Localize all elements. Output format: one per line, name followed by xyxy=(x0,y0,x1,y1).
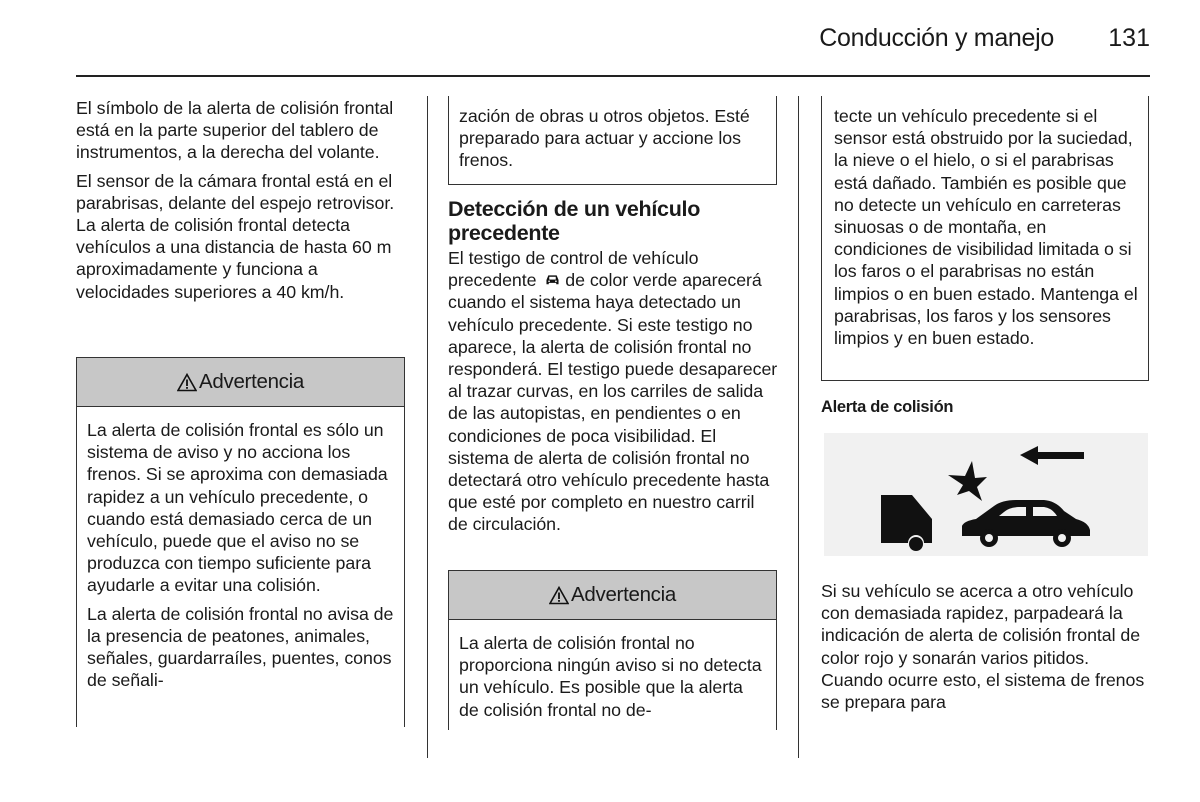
paragraph: La alerta de colisión frontal no proporciona ningún aviso si no detecta un vehículo. Es posible que la alerta de colisión frontal no de- xyxy=(459,633,762,720)
paragraph: La alerta de colisión frontal es sólo un sistema de aviso y no acciona los frenos. Si se aproxima con demasiada rapidez a un vehículo precedente, o cuando está demasiado cerca de un vehículo, puede que el aviso no se produzca con tiempo suficiente para ayudarle a evitar una colisión. xyxy=(87,420,388,596)
column-3-text xyxy=(821,580,1151,713)
warning-box-continued xyxy=(448,96,777,185)
column-3-subheading xyxy=(821,397,1151,417)
warning-triangle-icon xyxy=(177,373,197,392)
section-heading: Detección de un vehículo precedente xyxy=(448,197,701,245)
paragraph: La alerta de colisión frontal no avisa de la presencia de peatones, animales, señales, guardarraíles, puentes, conos de señali- xyxy=(87,603,394,691)
column-divider-2 xyxy=(798,96,799,758)
warning-body xyxy=(77,407,404,691)
paragraph: El testigo de control de vehículo precedente de color verde aparecerá cuando el sistema haya detectado un vehículo precedente. Si este testigo no aparece, la alerta de colisión frontal no responderá. El testigo puede desaparecer al trazar curvas, en los carriles de salida de las autopistas, en pendientes o en condiciones de poca visibilidad. El sistema de alerta de colisión frontal no detectará otro vehículo precedente hasta que esté por completo en nuestro carril de circulación. xyxy=(448,248,778,535)
column-2-text xyxy=(448,197,778,536)
warning-triangle-icon xyxy=(549,586,569,605)
warning-box-continued xyxy=(821,96,1149,381)
column-divider-1 xyxy=(427,96,428,758)
vehicle-ahead-icon xyxy=(545,274,560,287)
warning-box-1 xyxy=(76,357,405,727)
warning-body xyxy=(449,620,776,721)
paragraph: El sensor de la cámara frontal está en el parabrisas, delante del espejo retrovisor. La alerta de colisión frontal detecta vehículos a una distancia de hasta 60 m aproximadamente y funciona a velocidades superiores a 40 km/h. xyxy=(76,170,395,302)
warning-header xyxy=(77,358,404,407)
warning-title: Advertencia xyxy=(571,583,676,606)
paragraph: zación de obras u otros objetos. Esté preparado para actuar y accione los frenos. xyxy=(459,106,750,171)
paragraph: Si su vehículo se acerca a otro vehículo con demasiada rapidez, parpadeará la indicación de alerta de colisión frontal de color rojo y sonarán varios pitidos. Cuando ocurre esto, el sistema de frenos se prepara para xyxy=(821,581,1145,713)
paragraph: El símbolo de la alerta de colisión frontal está en la parte superior del tablero de instrumentos, a la derecha del volante. xyxy=(76,98,394,163)
warning-title: Advertencia xyxy=(199,370,304,393)
header-rule xyxy=(76,75,1150,77)
page-header xyxy=(0,22,1150,58)
paragraph: tecte un vehículo precedente si el sensor está obstruido por la suciedad, la nieve o el hielo, o si el parabrisas está dañado. También es posible que no detecte un vehículo en carreteras sinuosas o de montaña, en condiciones de visibilidad limitada o si los faros o el parabrisas no están limpios o en buen estado. Mantenga el parabrisas, los faros y los sensores limpios y en buen estado. xyxy=(834,106,1138,349)
collision-alert-illustration xyxy=(824,433,1148,556)
collision-symbol-icon xyxy=(824,433,1148,556)
warning-box-2 xyxy=(448,570,777,730)
section-title: Conducción y manejo xyxy=(819,24,1054,52)
page-number: 131 xyxy=(1108,24,1150,52)
warning-header xyxy=(449,571,776,620)
subheading: Alerta de colisión xyxy=(821,398,954,416)
column-1 xyxy=(76,97,406,303)
